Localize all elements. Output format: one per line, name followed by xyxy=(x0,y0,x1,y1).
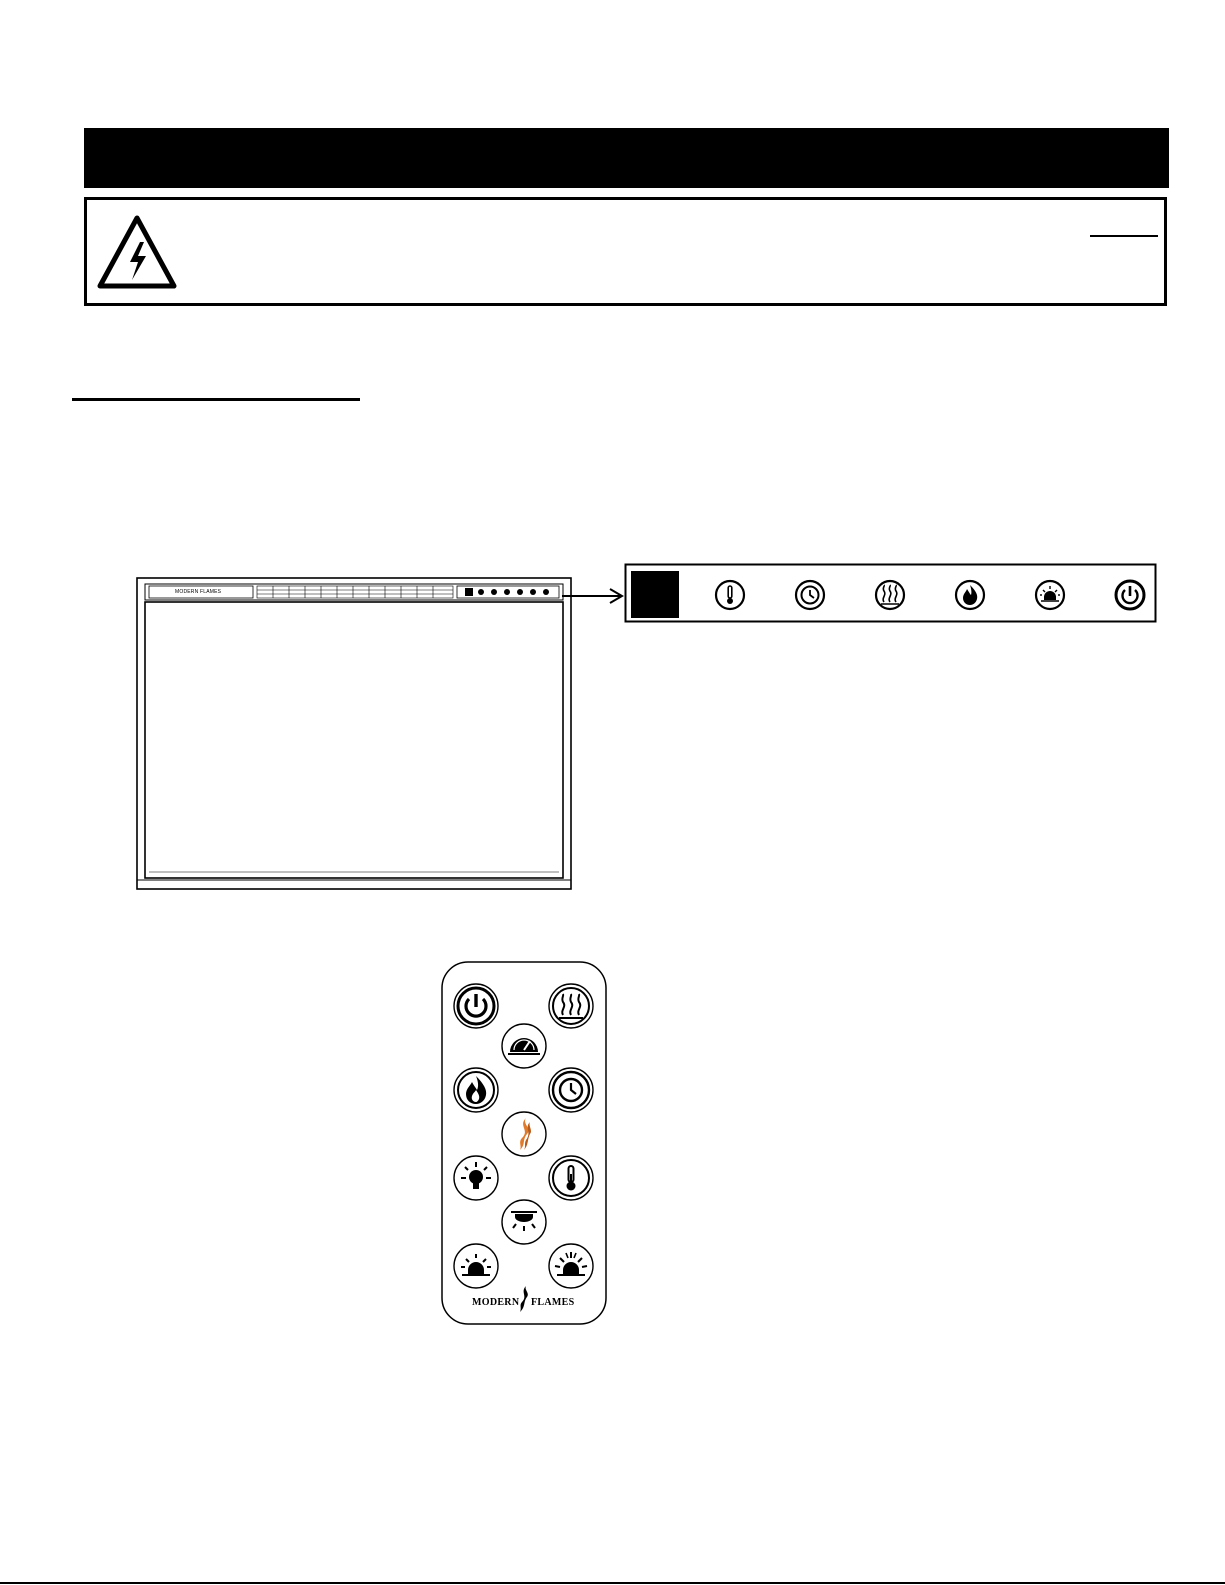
remote-control xyxy=(440,960,610,1328)
unit-logo-left: MODERN xyxy=(175,589,199,595)
electric-shock-warning-icon xyxy=(96,214,178,290)
panel-display-block xyxy=(631,571,679,618)
remote-power-button[interactable] xyxy=(454,984,498,1028)
remote-brand-left: MODERN xyxy=(472,1297,520,1308)
page-bottom-rule xyxy=(0,1582,1225,1584)
fireplace-unit-diagram xyxy=(135,576,575,892)
remote-brand-right: FLAMES xyxy=(531,1297,575,1308)
remote-speed-button[interactable] xyxy=(502,1024,546,1068)
control-panel xyxy=(624,563,1158,625)
remote-ember-light-high-button[interactable] xyxy=(549,1244,593,1288)
unit-logo-right: FLAMES xyxy=(200,589,222,595)
unit-vent-grille xyxy=(257,586,453,598)
remote-ember-light-low-button[interactable] xyxy=(454,1244,498,1288)
remote-downlight-button[interactable] xyxy=(502,1200,546,1244)
remote-thermometer-button[interactable] xyxy=(549,1156,593,1200)
remote-flame-button[interactable] xyxy=(454,1068,498,1112)
remote-light-bulb-button[interactable] xyxy=(454,1156,498,1200)
section-header-bar xyxy=(84,128,1169,188)
warning-box xyxy=(84,197,1167,306)
unit-display-block xyxy=(465,588,473,596)
unit-logo xyxy=(175,589,221,595)
remote-timer-button[interactable] xyxy=(549,1068,593,1112)
remote-logo-button[interactable] xyxy=(502,1112,546,1156)
callout-arrow xyxy=(560,586,628,606)
remote-heat-button[interactable] xyxy=(549,984,593,1028)
section-heading-underline xyxy=(72,398,360,401)
warning-underline xyxy=(1090,235,1158,237)
